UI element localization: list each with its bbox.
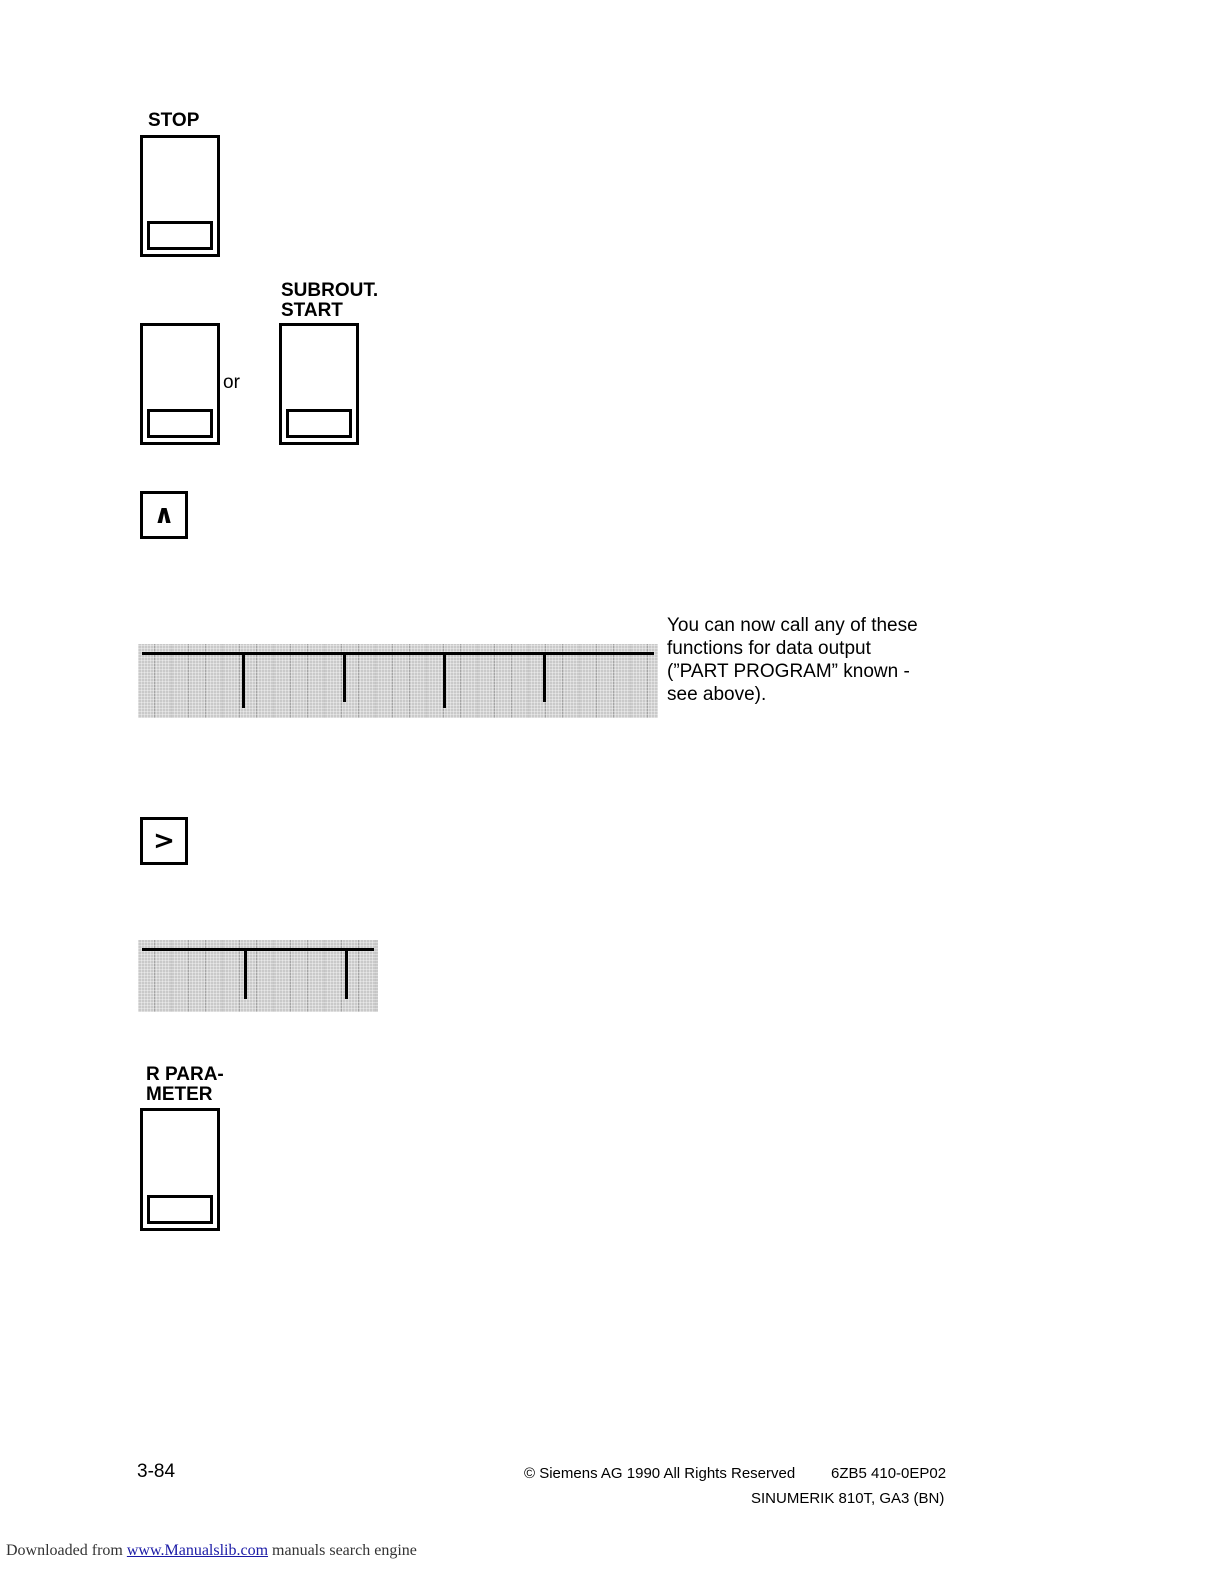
subrout-start-key-led [286,409,352,438]
softkey-bar-top-line [142,948,374,951]
order-number: 6ZB5 410-0EP02 [831,1465,947,1482]
stop-key[interactable] [140,135,220,257]
recall-up-key[interactable] [140,491,188,539]
extend-right-key[interactable] [140,817,188,865]
subrout-start-key[interactable] [279,323,359,445]
softkey-bar-short [138,940,378,1012]
start-key-led [147,409,213,438]
softkey-divider [343,652,346,702]
softkey-divider [543,652,546,702]
note-text: You can now call any of these functions for data output (”PART PROGRAM” known - see above). [667,615,918,705]
stop-key-label: STOP [148,110,200,131]
download-prefix: Downloaded from [6,1542,123,1559]
r-parameter-key-led [147,1195,213,1224]
download-suffix: manuals search engine [272,1542,417,1559]
stop-key-led [147,221,213,250]
softkey-divider [242,652,245,708]
download-notice [6,1542,417,1560]
manualslib-link[interactable]: www.Manualslib.com [126,1542,269,1559]
copyright-text: © Siemens AG 1990 All Rights Reserved [524,1465,796,1482]
r-parameter-label-line2: METER [146,1084,213,1105]
softkey-divider [443,652,446,708]
softkey-bar-5 [138,644,658,718]
subrout-start-label-line1: SUBROUT. [281,280,379,301]
r-parameter-label-line1: R PARA- [146,1064,224,1085]
softkey-divider [345,948,348,999]
or-text: or [223,372,240,393]
page-number: 3-84 [137,1461,176,1482]
up-arrow-icon: ∧ [153,500,175,530]
r-parameter-key[interactable] [140,1108,220,1231]
product-name: SINUMERIK 810T, GA3 (BN) [751,1490,945,1507]
start-key[interactable] [140,323,220,445]
softkey-divider [244,948,247,999]
softkey-bar-top-line [142,652,654,655]
subrout-start-label-line2: START [281,300,343,321]
right-arrow-icon: > [153,826,175,856]
